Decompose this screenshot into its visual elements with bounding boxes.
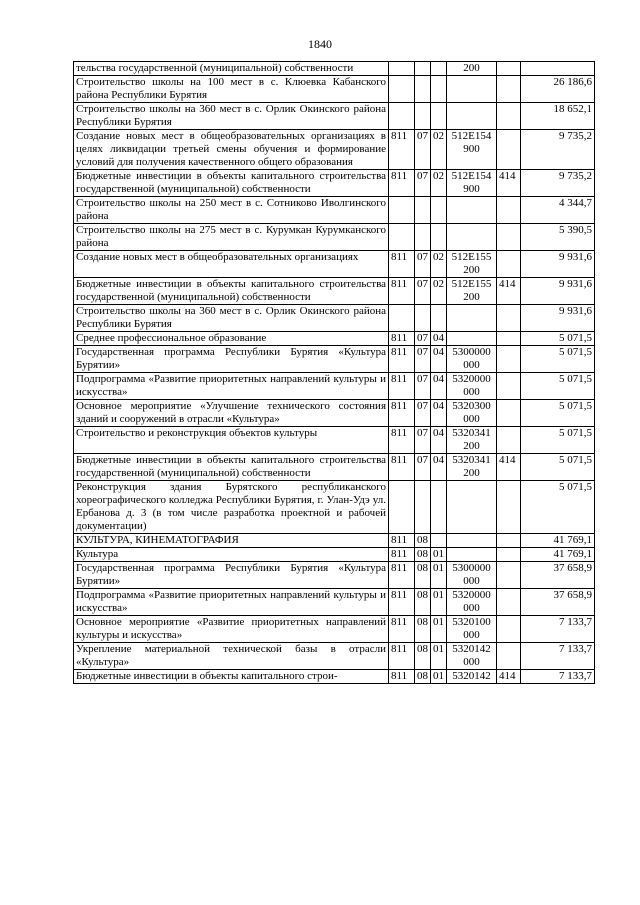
grbs-code-cell: 811 bbox=[389, 616, 415, 643]
grbs-code-cell: 811 bbox=[389, 589, 415, 616]
row-name-cell: Строительство школы на 100 мест в с. Клюевка Кабанского района Республики Бурятия bbox=[74, 76, 389, 103]
expense-type-code-cell bbox=[497, 400, 521, 427]
table-row bbox=[74, 305, 595, 332]
expense-type-code-cell bbox=[497, 251, 521, 278]
page-number: 1840 bbox=[308, 37, 332, 51]
section-code-cell: 07 bbox=[415, 278, 431, 305]
row-name-cell: Строительство школы на 360 мест в с. Орлик Окинского района Республики Бурятия bbox=[74, 305, 389, 332]
target-article-code-cell bbox=[447, 332, 497, 346]
target-article-code-cell: 512E154 900 bbox=[447, 170, 497, 197]
target-article-code-cell bbox=[447, 197, 497, 224]
grbs-code-cell: 811 bbox=[389, 251, 415, 278]
section-code-cell bbox=[415, 305, 431, 332]
amount-cell: 7 133,7 bbox=[521, 616, 595, 643]
amount-cell: 41 769,1 bbox=[521, 534, 595, 548]
expense-type-code-cell bbox=[497, 548, 521, 562]
table-row bbox=[74, 251, 595, 278]
target-article-code-cell bbox=[447, 534, 497, 548]
row-name-cell: тельства государственной (муниципальной) собственности bbox=[74, 62, 389, 76]
section-code-cell bbox=[415, 62, 431, 76]
row-name-cell: Основное мероприятие «Улучшение технического состояния зданий и сооружений в отрасли «Культура» bbox=[74, 400, 389, 427]
target-article-code-cell: 5320000 000 bbox=[447, 373, 497, 400]
grbs-code-cell: 811 bbox=[389, 427, 415, 454]
grbs-code-cell bbox=[389, 305, 415, 332]
subsection-code-cell: 02 bbox=[431, 130, 447, 170]
table-row bbox=[74, 278, 595, 305]
section-code-cell: 08 bbox=[415, 643, 431, 670]
row-name-cell: Создание новых мест в общеобразовательных организациях в целях ликвидации третьей смены обучения и формирование условий для получения качественного общего образования bbox=[74, 130, 389, 170]
row-name-cell: Государственная программа Республики Бурятия «Культура Бурятии» bbox=[74, 346, 389, 373]
expense-type-code-cell: 414 bbox=[497, 170, 521, 197]
target-article-code-cell: 5300000 000 bbox=[447, 346, 497, 373]
grbs-code-cell bbox=[389, 481, 415, 534]
expense-type-code-cell bbox=[497, 562, 521, 589]
subsection-code-cell: 01 bbox=[431, 643, 447, 670]
expense-type-code-cell: 414 bbox=[497, 670, 521, 684]
target-article-code-cell bbox=[447, 103, 497, 130]
subsection-code-cell: 04 bbox=[431, 332, 447, 346]
amount-cell: 5 071,5 bbox=[521, 332, 595, 346]
grbs-code-cell: 811 bbox=[389, 548, 415, 562]
table-row bbox=[74, 400, 595, 427]
amount-cell: 41 769,1 bbox=[521, 548, 595, 562]
table-row bbox=[74, 616, 595, 643]
section-code-cell: 08 bbox=[415, 562, 431, 589]
subsection-code-cell bbox=[431, 224, 447, 251]
table-row bbox=[74, 454, 595, 481]
expense-type-code-cell bbox=[497, 103, 521, 130]
section-code-cell: 07 bbox=[415, 373, 431, 400]
row-name-cell: Строительство школы на 360 мест в с. Орлик Окинского района Республики Бурятия bbox=[74, 103, 389, 130]
target-article-code-cell: 5300000 000 bbox=[447, 562, 497, 589]
grbs-code-cell bbox=[389, 76, 415, 103]
subsection-code-cell: 02 bbox=[431, 251, 447, 278]
expense-type-code-cell bbox=[497, 481, 521, 534]
row-name-cell: Государственная программа Республики Бурятия «Культура Бурятии» bbox=[74, 562, 389, 589]
table-row bbox=[74, 62, 595, 76]
section-code-cell: 08 bbox=[415, 670, 431, 684]
expense-type-code-cell bbox=[497, 427, 521, 454]
subsection-code-cell: 01 bbox=[431, 670, 447, 684]
target-article-code-cell: 5320142 000 bbox=[447, 643, 497, 670]
expense-type-code-cell bbox=[497, 534, 521, 548]
target-article-code-cell: 5320000 000 bbox=[447, 589, 497, 616]
row-name-cell: КУЛЬТУРА, КИНЕМАТОГРАФИЯ bbox=[74, 534, 389, 548]
amount-cell: 5 071,5 bbox=[521, 427, 595, 454]
expense-type-code-cell: 414 bbox=[497, 454, 521, 481]
subsection-code-cell bbox=[431, 534, 447, 548]
amount-cell: 9 931,6 bbox=[521, 278, 595, 305]
grbs-code-cell: 811 bbox=[389, 170, 415, 197]
row-name-cell: Среднее профессиональное образование bbox=[74, 332, 389, 346]
row-name-cell: Основное мероприятие «Развитие приоритетных направлений культуры и искусства» bbox=[74, 616, 389, 643]
target-article-code-cell: 200 bbox=[447, 62, 497, 76]
amount-cell: 9 931,6 bbox=[521, 251, 595, 278]
section-code-cell: 07 bbox=[415, 170, 431, 197]
amount-cell: 26 186,6 bbox=[521, 76, 595, 103]
table-row bbox=[74, 481, 595, 534]
table-row bbox=[74, 534, 595, 548]
table-row bbox=[74, 103, 595, 130]
expense-type-code-cell bbox=[497, 76, 521, 103]
grbs-code-cell: 811 bbox=[389, 454, 415, 481]
target-article-code-cell: 5320142 bbox=[447, 670, 497, 684]
section-code-cell: 08 bbox=[415, 616, 431, 643]
row-name-cell: Бюджетные инвестиции в объекты капитального строительства государственной (муниципальной) собственности bbox=[74, 170, 389, 197]
row-name-cell: Строительство школы на 275 мест в с. Курумкан Курумканского района bbox=[74, 224, 389, 251]
subsection-code-cell bbox=[431, 62, 447, 76]
expense-type-code-cell bbox=[497, 224, 521, 251]
table-body bbox=[74, 62, 595, 684]
table-row bbox=[74, 332, 595, 346]
section-code-cell: 07 bbox=[415, 427, 431, 454]
subsection-code-cell: 01 bbox=[431, 616, 447, 643]
grbs-code-cell: 811 bbox=[389, 670, 415, 684]
grbs-code-cell: 811 bbox=[389, 346, 415, 373]
subsection-code-cell bbox=[431, 103, 447, 130]
amount-cell: 5 071,5 bbox=[521, 481, 595, 534]
section-code-cell: 07 bbox=[415, 346, 431, 373]
amount-cell: 5 071,5 bbox=[521, 400, 595, 427]
table-row bbox=[74, 427, 595, 454]
target-article-code-cell: 512E154 900 bbox=[447, 130, 497, 170]
expense-type-code-cell bbox=[497, 62, 521, 76]
section-code-cell bbox=[415, 103, 431, 130]
subsection-code-cell: 04 bbox=[431, 373, 447, 400]
target-article-code-cell bbox=[447, 76, 497, 103]
row-name-cell: Строительство и реконструкция объектов культуры bbox=[74, 427, 389, 454]
table-row bbox=[74, 373, 595, 400]
section-code-cell: 07 bbox=[415, 130, 431, 170]
subsection-code-cell: 01 bbox=[431, 548, 447, 562]
target-article-code-cell: 5320300 000 bbox=[447, 400, 497, 427]
subsection-code-cell: 02 bbox=[431, 278, 447, 305]
budget-table bbox=[73, 61, 595, 684]
grbs-code-cell bbox=[389, 224, 415, 251]
table-row bbox=[74, 548, 595, 562]
table-row bbox=[74, 76, 595, 103]
row-name-cell: Подпрограмма «Развитие приоритетных направлений культуры и искусства» bbox=[74, 373, 389, 400]
section-code-cell bbox=[415, 224, 431, 251]
subsection-code-cell bbox=[431, 305, 447, 332]
expense-type-code-cell bbox=[497, 305, 521, 332]
grbs-code-cell: 811 bbox=[389, 332, 415, 346]
grbs-code-cell bbox=[389, 62, 415, 76]
table-row bbox=[74, 170, 595, 197]
table-row bbox=[74, 346, 595, 373]
subsection-code-cell bbox=[431, 197, 447, 224]
target-article-code-cell bbox=[447, 305, 497, 332]
target-article-code-cell bbox=[447, 548, 497, 562]
subsection-code-cell: 01 bbox=[431, 562, 447, 589]
table-row bbox=[74, 130, 595, 170]
grbs-code-cell: 811 bbox=[389, 643, 415, 670]
amount-cell bbox=[521, 62, 595, 76]
target-article-code-cell: 512E155 200 bbox=[447, 278, 497, 305]
table-row bbox=[74, 643, 595, 670]
row-name-cell: Реконструкция здания Бурятского республиканского хореографического колледжа Республики Бурятия, г. Улан-Удэ ул. Ербанова д. 3 (в том числе разработка проектной и рабочей документации) bbox=[74, 481, 389, 534]
subsection-code-cell: 04 bbox=[431, 400, 447, 427]
amount-cell: 7 133,7 bbox=[521, 670, 595, 684]
amount-cell: 37 658,9 bbox=[521, 562, 595, 589]
row-name-cell: Укрепление материальной технической базы в отрасли «Культура» bbox=[74, 643, 389, 670]
subsection-code-cell: 04 bbox=[431, 454, 447, 481]
table-row bbox=[74, 562, 595, 589]
grbs-code-cell: 811 bbox=[389, 373, 415, 400]
grbs-code-cell: 811 bbox=[389, 400, 415, 427]
section-code-cell: 07 bbox=[415, 251, 431, 278]
amount-cell: 5 071,5 bbox=[521, 373, 595, 400]
grbs-code-cell bbox=[389, 103, 415, 130]
amount-cell: 37 658,9 bbox=[521, 589, 595, 616]
amount-cell: 9 931,6 bbox=[521, 305, 595, 332]
subsection-code-cell bbox=[431, 481, 447, 534]
section-code-cell: 08 bbox=[415, 589, 431, 616]
row-name-cell: Строительство школы на 250 мест в с. Сотниково Иволгинского района bbox=[74, 197, 389, 224]
subsection-code-cell: 01 bbox=[431, 589, 447, 616]
target-article-code-cell bbox=[447, 224, 497, 251]
subsection-code-cell: 04 bbox=[431, 346, 447, 373]
section-code-cell: 07 bbox=[415, 332, 431, 346]
section-code-cell bbox=[415, 481, 431, 534]
target-article-code-cell bbox=[447, 481, 497, 534]
target-article-code-cell: 5320341 200 bbox=[447, 454, 497, 481]
expense-type-code-cell bbox=[497, 332, 521, 346]
table-row bbox=[74, 224, 595, 251]
row-name-cell: Бюджетные инвестиции в объекты капитального строительства государственной (муниципальной) собственности bbox=[74, 278, 389, 305]
expense-type-code-cell bbox=[497, 589, 521, 616]
expense-type-code-cell bbox=[497, 373, 521, 400]
section-code-cell bbox=[415, 76, 431, 103]
expense-type-code-cell bbox=[497, 130, 521, 170]
amount-cell: 5 390,5 bbox=[521, 224, 595, 251]
table-row bbox=[74, 197, 595, 224]
subsection-code-cell: 04 bbox=[431, 427, 447, 454]
target-article-code-cell: 5320341 200 bbox=[447, 427, 497, 454]
table-row bbox=[74, 670, 595, 684]
section-code-cell: 08 bbox=[415, 534, 431, 548]
grbs-code-cell: 811 bbox=[389, 130, 415, 170]
subsection-code-cell: 02 bbox=[431, 170, 447, 197]
amount-cell: 9 735,2 bbox=[521, 170, 595, 197]
row-name-cell: Культура bbox=[74, 548, 389, 562]
table-row bbox=[74, 589, 595, 616]
target-article-code-cell: 512E155 200 bbox=[447, 251, 497, 278]
amount-cell: 7 133,7 bbox=[521, 643, 595, 670]
section-code-cell: 08 bbox=[415, 548, 431, 562]
section-code-cell: 07 bbox=[415, 454, 431, 481]
amount-cell: 5 071,5 bbox=[521, 454, 595, 481]
grbs-code-cell: 811 bbox=[389, 562, 415, 589]
grbs-code-cell bbox=[389, 197, 415, 224]
target-article-code-cell: 5320100 000 bbox=[447, 616, 497, 643]
expense-type-code-cell bbox=[497, 346, 521, 373]
expense-type-code-cell bbox=[497, 616, 521, 643]
amount-cell: 4 344,7 bbox=[521, 197, 595, 224]
grbs-code-cell: 811 bbox=[389, 534, 415, 548]
section-code-cell bbox=[415, 197, 431, 224]
amount-cell: 18 652,1 bbox=[521, 103, 595, 130]
amount-cell: 5 071,5 bbox=[521, 346, 595, 373]
row-name-cell: Создание новых мест в общеобразовательных организациях bbox=[74, 251, 389, 278]
expense-type-code-cell bbox=[497, 197, 521, 224]
row-name-cell: Подпрограмма «Развитие приоритетных направлений культуры и искусства» bbox=[74, 589, 389, 616]
row-name-cell: Бюджетные инвестиции в объекты капитального строи- bbox=[74, 670, 389, 684]
expense-type-code-cell bbox=[497, 643, 521, 670]
amount-cell: 9 735,2 bbox=[521, 130, 595, 170]
expense-type-code-cell: 414 bbox=[497, 278, 521, 305]
subsection-code-cell bbox=[431, 76, 447, 103]
section-code-cell: 07 bbox=[415, 400, 431, 427]
grbs-code-cell: 811 bbox=[389, 278, 415, 305]
row-name-cell: Бюджетные инвестиции в объекты капитального строительства государственной (муниципальной) собственности bbox=[74, 454, 389, 481]
